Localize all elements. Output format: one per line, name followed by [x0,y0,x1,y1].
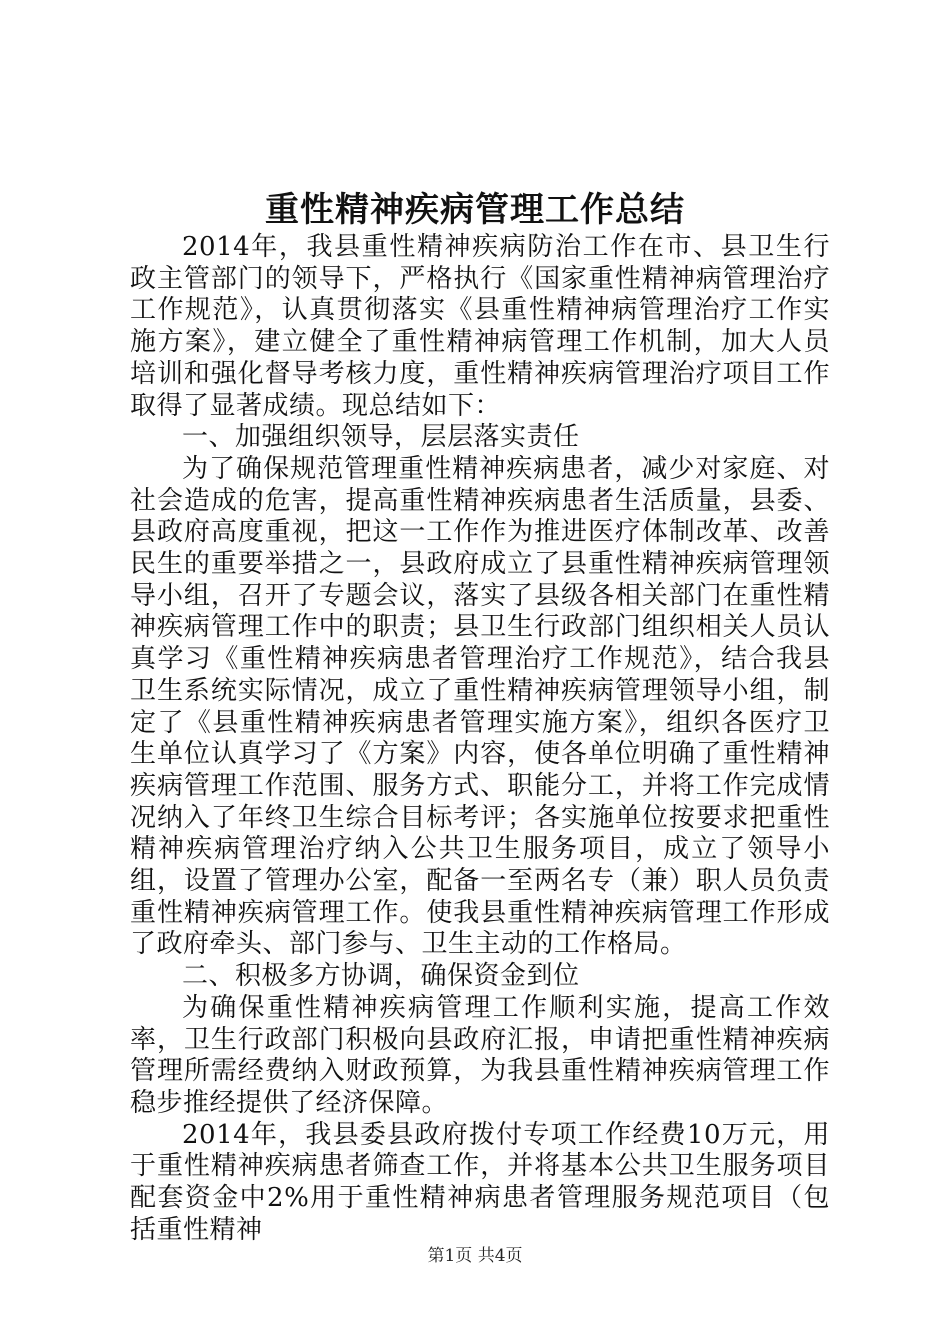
document-title: 重性精神疾病管理工作总结 [265,190,685,230]
section-heading-2: 二、积极多方协调，确保资金到位 [182,961,580,992]
page-footer: 第1页 共4页 [427,1246,523,1266]
section-heading-1: 一、加强组织领导，层层落实责任 [182,422,580,453]
document-body [130,232,830,1247]
section-2-paragraph-2: 2014年，我县委县政府拨付专项工作经费10万元，用于重性精神疾病患者筛查工作，并将基本公共卫生服务项目配套资金中2%用于重性精神病患者管理服务规范项目（包括重性精神 [130,1119,830,1245]
section-2-paragraph-1: 为确保重性精神疾病管理工作顺利实施，提高工作效率，卫生行政部门积极向县政府汇报，申请把重性精神疾病管理所需经费纳入财政预算，为我县重性精神疾病管理工作稳步推经提供了经济保障。 [130,992,830,1118]
intro-paragraph: 2014年，我县重性精神疾病防治工作在市、县卫生行政主管部门的领导下，严格执行《国家重性精神病管理治疗工作规范》，认真贯彻落实《县重性精神病管理治疗工作实施方案》，建立健全了重性精神病管理工作机制，加大人员培训和强化督导考核力度，重性精神疾病管理治疗项目工作取得了显著成绩。现总结如下： [130,232,830,421]
section-1-paragraph: 为了确保规范管理重性精神疾病患者，减少对家庭、对社会造成的危害，提高重性精神疾病患者生活质量，县委、县政府高度重视，把这一工作作为推进医疗体制改革、改善民生的重要举措之一，县政府成立了县重性精神疾病管理领导小组，召开了专题会议，落实了县级各相关部门在重性精神疾病管理工作中的职责；县卫生行政部门组织相关人员认真学习《重性精神疾病患者管理治疗工作规范》，结合我县卫生系统实际情况，成立了重性精神疾病管理领导小组，制定了《县重性精神疾病患者管理实施方案》，组织各医疗卫生单位认真学习了《方案》内容，使各单位明确了重性精神疾病管理工作范围、服务方式、职能分工，并将工作完成情况纳入了年终卫生综合目标考评；各实施单位按要求把重性精神疾病管理治疗纳入公共卫生服务项目，成立了领导小组，设置了管理办公室，配备一至两名专（兼）职人员负责重性精神疾病管理工作。使我县重性精神疾病管理工作形成了政府牵头、部门参与、卫生主动的工作格局。 [130,453,830,960]
